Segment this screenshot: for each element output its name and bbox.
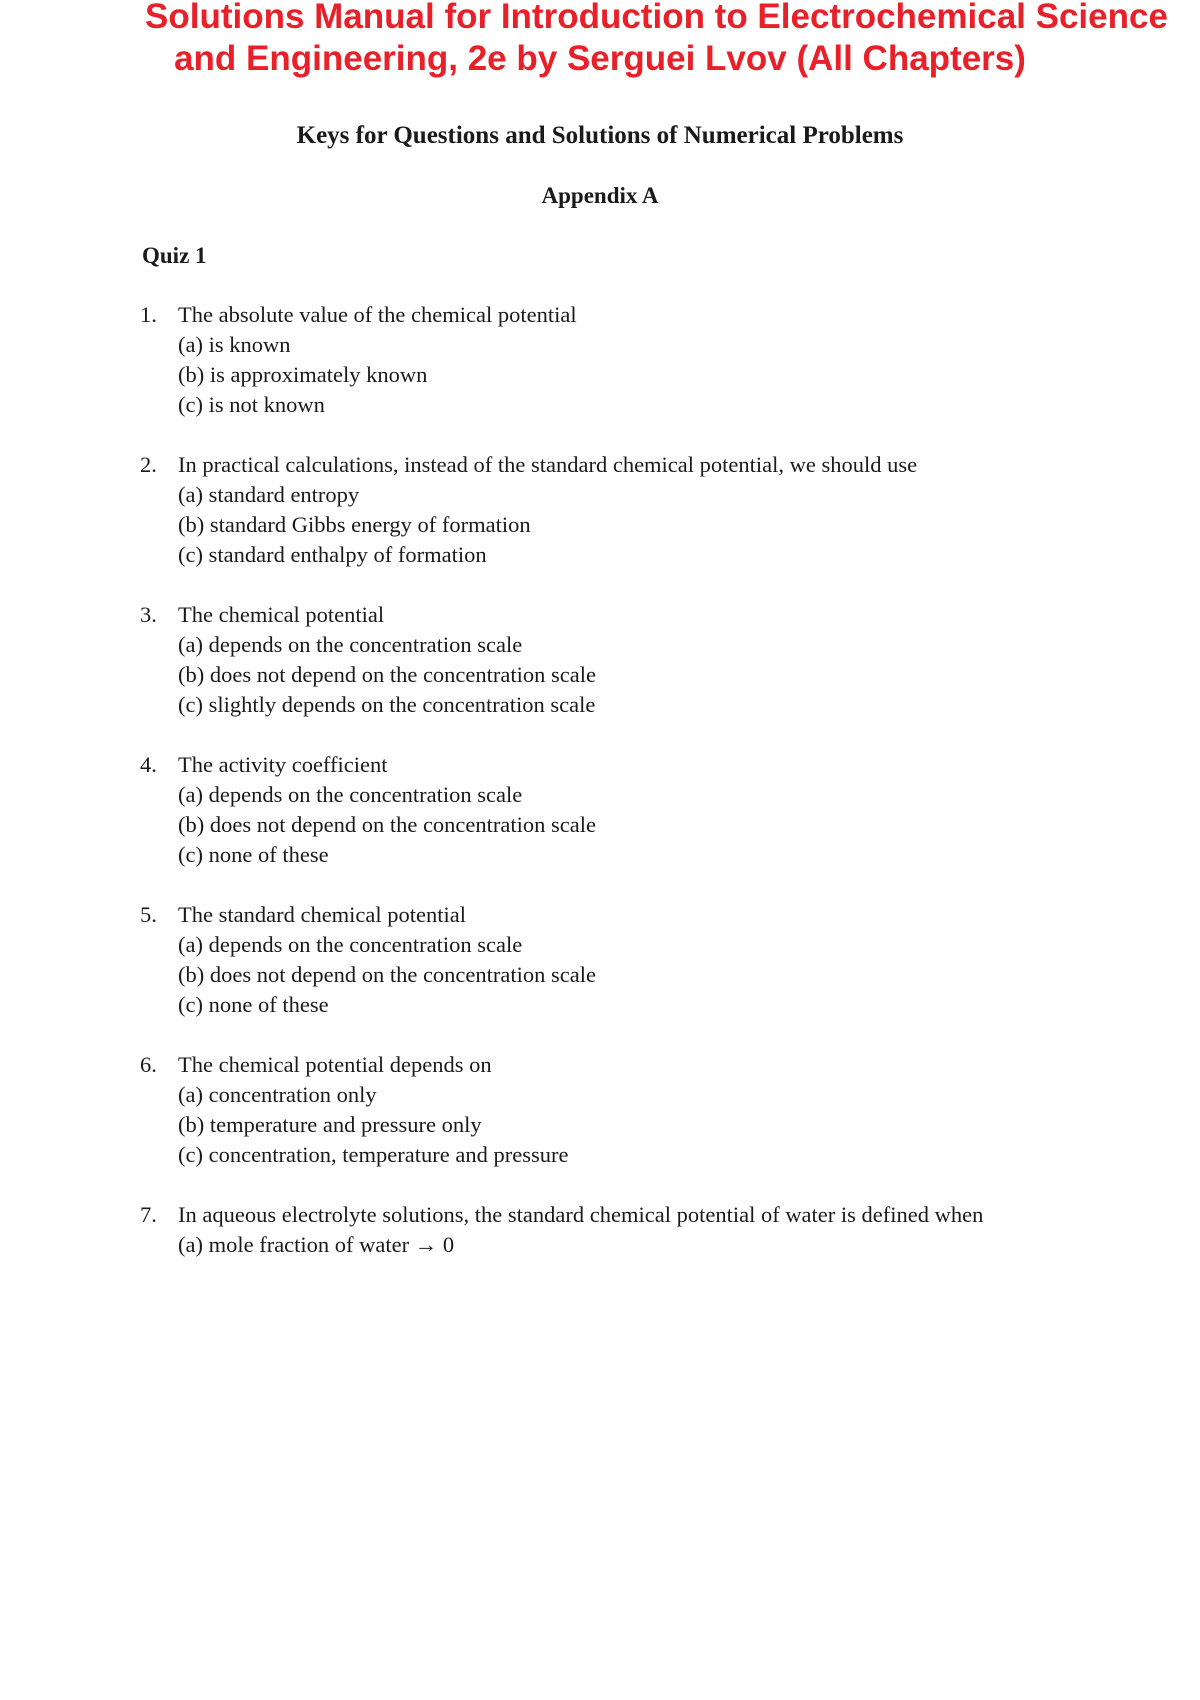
question-1 <box>140 300 1160 420</box>
question-number: 5. <box>140 902 157 927</box>
option-b: (b) does not depend on the concentration scale <box>178 662 596 687</box>
option-b: (b) does not depend on the concentration scale <box>178 962 596 987</box>
question-2 <box>140 450 1160 570</box>
document-heading: Keys for Questions and Solutions of Numerical Problems <box>296 122 904 149</box>
option-c: (c) concentration, temperature and pressure <box>178 1142 569 1167</box>
option-c: (c) standard enthalpy of formation <box>178 542 487 567</box>
question-number: 1. <box>140 302 157 327</box>
option-b: (b) standard Gibbs energy of formation <box>178 512 531 537</box>
question-text: In practical calculations, instead of the standard chemical potential, we should use <box>178 452 918 477</box>
option-a: (a) standard entropy <box>178 482 360 507</box>
quiz-title: Quiz 1 <box>142 243 207 268</box>
banner-title-line-2: and Engineering, 2e by Serguei Lvov (All Chapters) <box>174 39 1026 78</box>
option-c: (c) slightly depends on the concentration scale <box>178 692 596 717</box>
question-text: In aqueous electrolyte solutions, the standard chemical potential of water is defined when <box>178 1202 984 1227</box>
option-b: (b) does not depend on the concentration scale <box>178 812 596 837</box>
question-list <box>140 300 1160 1290</box>
option-c: (c) none of these <box>178 992 329 1017</box>
question-number: 3. <box>140 602 157 627</box>
question-3 <box>140 600 1160 720</box>
option-a: (a) concentration only <box>178 1082 377 1107</box>
banner-title-line-1: Solutions Manual for Introduction to Electrochemical Science <box>145 0 1168 36</box>
option-b: (b) temperature and pressure only <box>178 1112 482 1137</box>
option-a: (a) depends on the concentration scale <box>178 782 523 807</box>
option-a: (a) depends on the concentration scale <box>178 632 523 657</box>
question-number: 4. <box>140 752 157 777</box>
question-7 <box>140 1200 1160 1260</box>
option-a: (a) is known <box>178 332 291 357</box>
question-text: The activity coefficient <box>178 752 388 777</box>
question-5 <box>140 900 1160 1020</box>
option-c: (c) none of these <box>178 842 329 867</box>
question-number: 7. <box>140 1202 157 1227</box>
question-number: 2. <box>140 452 157 477</box>
question-text: The standard chemical potential <box>178 902 467 927</box>
question-4 <box>140 750 1160 870</box>
appendix-heading: Appendix A <box>541 183 659 208</box>
option-b: (b) is approximately known <box>178 362 428 387</box>
question-text: The chemical potential <box>178 602 385 627</box>
question-6 <box>140 1050 1160 1170</box>
option-c: (c) is not known <box>178 392 325 417</box>
question-text: The chemical potential depends on <box>178 1052 492 1077</box>
option-a: (a) mole fraction of water → 0 <box>178 1232 455 1257</box>
question-text: The absolute value of the chemical potential <box>178 302 577 327</box>
question-number: 6. <box>140 1052 157 1077</box>
option-a: (a) depends on the concentration scale <box>178 932 523 957</box>
